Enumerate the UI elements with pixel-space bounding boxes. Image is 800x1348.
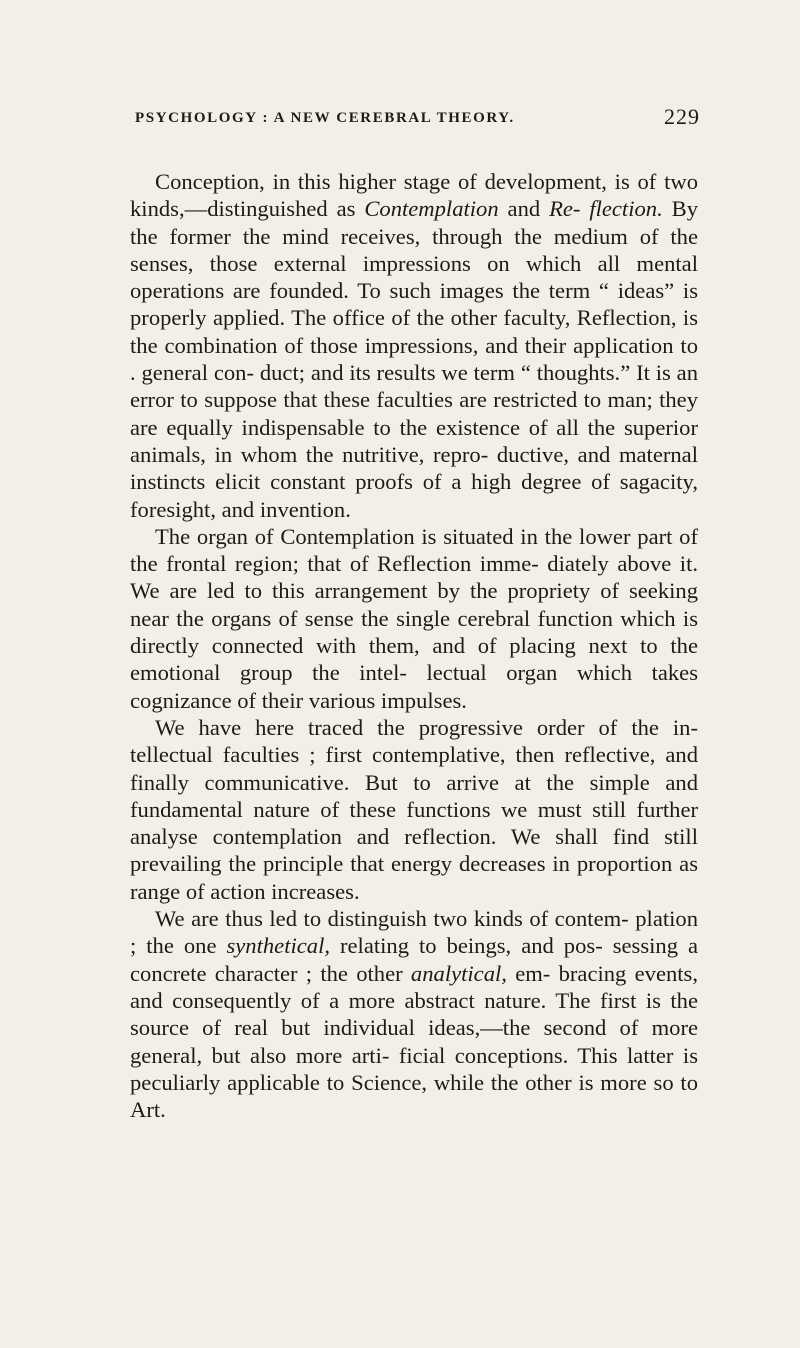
page-number: 229 <box>664 104 700 129</box>
paragraph <box>130 905 698 1123</box>
paragraph <box>130 168 698 523</box>
text-run: Conception, in this higher stage of development, is of two kinds,—distinguished as <box>130 169 698 222</box>
italic-term: Re- flection. <box>549 196 663 222</box>
paragraph <box>130 714 698 905</box>
text-run: em- bracing events, and consequently of a more abstract nature. The first is the source of real but individual ideas,—the second of more general, but also more arti- ficial conceptions. This latter is peculiarly applicable to Science, while the other is more so to Art. <box>130 960 698 1123</box>
text-run: We are thus led to distinguish two kinds of contem- plation ; the one <box>130 906 698 959</box>
text-run: We have here traced the progressive order of the in- tellectual faculties ; first contemplative, then reflective, and finally communicative. But to arrive at the simple and fundamental nature of these functions we must still further analyse contemplation and reflection. We shall find still prevailing the principle that energy decreases in proportion as range of action increases. <box>130 714 698 904</box>
italic-term: analytical, <box>410 960 507 986</box>
italic-term: Contemplation <box>364 196 499 222</box>
paragraph <box>130 523 698 714</box>
body-text <box>130 168 698 1123</box>
running-head <box>110 80 700 129</box>
text-run: By the former the mind receives, through the medium of the senses, those external impressions on which all mental operations are founded. To such images the term “ ideas” is properly applied. The office of the other faculty, Reflection, is the combination of those impressions, and their application to . general con- duct; and its results we term “ thoughts.” It is an error to suppose that these faculties are restricted to man; they are equally indispensable to the existence of all the superior animals, in whom the nutritive, repro- ductive, and maternal instincts elicit constant proofs of a high degree of sagacity, foresight, and invention. <box>130 196 698 522</box>
text-run: The organ of Contemplation is situated in the lower part of the frontal region; that of Reflection imme- diately above it. We are led to this arrangement by the propriety of seeking near the organs of sense the single cerebral function which is directly connected with them, and of placing next to the emotional group the intel- lectual organ which takes cognizance of their various impulses. <box>130 523 698 713</box>
running-title: PSYCHOLOGY : A NEW CEREBRAL THEORY. <box>135 110 515 126</box>
italic-term: synthetical, <box>226 933 331 959</box>
text-run: and <box>498 196 550 222</box>
text-run: relating to beings, and pos- sessing a concrete character ; the other <box>130 933 699 986</box>
